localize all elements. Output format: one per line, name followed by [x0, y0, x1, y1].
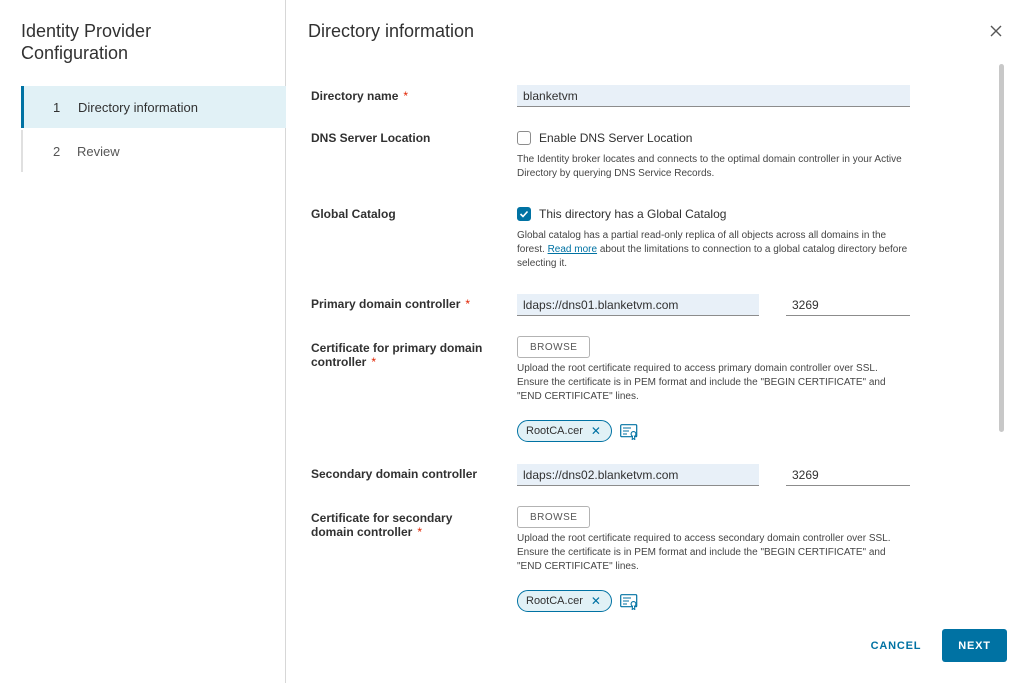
- certificate-icon[interactable]: [620, 424, 638, 440]
- step-label: Directory information: [78, 99, 198, 115]
- step-directory-information[interactable]: [21, 86, 286, 128]
- global-catalog-row[interactable]: [517, 207, 726, 221]
- secondary-domain-controller-label: Secondary domain controller: [311, 467, 478, 481]
- dns-checkbox-label: Enable DNS Server Location: [539, 131, 693, 145]
- primary-domain-controller-label: Primary domain controller *: [311, 297, 471, 311]
- scrollbar-thumb[interactable]: [999, 64, 1004, 432]
- remove-icon[interactable]: ✕: [590, 594, 601, 608]
- primary-port-input[interactable]: 3269: [786, 294, 910, 316]
- close-button[interactable]: [987, 22, 1005, 40]
- primary-browse-button[interactable]: BROWSE: [517, 336, 590, 358]
- primary-certificate-file-chip: [517, 420, 612, 442]
- wizard-title: Identity Provider Configuration: [21, 21, 152, 63]
- next-button[interactable]: NEXT: [942, 629, 1007, 662]
- dns-helper-text: The Identity broker locates and connects to the optimal domain controller in your Active Directory by querying DNS Service Records.: [517, 154, 902, 179]
- wizard-steps: [21, 86, 286, 172]
- read-more-link[interactable]: Read more: [547, 244, 598, 255]
- scrollbar[interactable]: [998, 64, 1006, 612]
- page-title: Directory information: [308, 21, 475, 41]
- wizard-sidebar: [0, 0, 286, 683]
- wizard-main: [287, 0, 1024, 683]
- file-name: RootCA.cer: [526, 595, 583, 607]
- close-icon: [987, 22, 1005, 40]
- global-catalog-label: Global Catalog: [311, 207, 396, 221]
- primary-domain-controller-input[interactable]: ldaps://dns01.blanketvm.com: [517, 294, 759, 316]
- step-number: 2: [53, 143, 61, 159]
- global-catalog-checkbox-label: This directory has a Global Catalog: [539, 207, 727, 221]
- primary-certificate-label: Certificate for primary domain controller *: [311, 341, 483, 369]
- certificate-icon[interactable]: [620, 594, 638, 610]
- global-catalog-helper-text: Global catalog has a partial read-only replica of all objects across all domains in the forest. Read more about the limitations to connection to a global catalog directory before selecting it.: [517, 230, 908, 269]
- directory-name-input[interactable]: blanketvm: [517, 85, 910, 107]
- step-label: Review: [77, 143, 120, 159]
- remove-icon[interactable]: ✕: [590, 424, 601, 438]
- dns-server-location-row[interactable]: [517, 131, 692, 145]
- secondary-certificate-file-chip: [517, 590, 612, 612]
- step-review[interactable]: [21, 130, 286, 172]
- secondary-browse-button[interactable]: BROWSE: [517, 506, 590, 528]
- secondary-domain-controller-input[interactable]: ldaps://dns02.blanketvm.com: [517, 464, 759, 486]
- cancel-button[interactable]: CANCEL: [870, 640, 922, 652]
- dns-server-location-checkbox[interactable]: [517, 131, 531, 145]
- primary-certificate-helper: Upload the root certificate required to access primary domain controller over SSL. Ensure the certificate is in PEM format and include the "BEGIN CERTIFICATE" and "END CERTIFICATE" lines.: [517, 363, 886, 402]
- secondary-certificate-label: Certificate for secondary domain controller *: [311, 511, 453, 539]
- checkmark-icon: [519, 209, 529, 219]
- directory-name-label: Directory name *: [311, 89, 409, 103]
- secondary-certificate-helper: Upload the root certificate required to access secondary domain controller over SSL. Ensure the certificate is in PEM format and include the "BEGIN CERTIFICATE" and "END CERTIFICATE" lines.: [517, 533, 891, 572]
- form-content: [287, 64, 987, 612]
- secondary-port-input[interactable]: 3269: [786, 464, 910, 486]
- file-name: RootCA.cer: [526, 425, 583, 437]
- dns-server-location-label: DNS Server Location: [311, 131, 431, 145]
- global-catalog-checkbox[interactable]: [517, 207, 531, 221]
- step-number: 1: [53, 99, 61, 115]
